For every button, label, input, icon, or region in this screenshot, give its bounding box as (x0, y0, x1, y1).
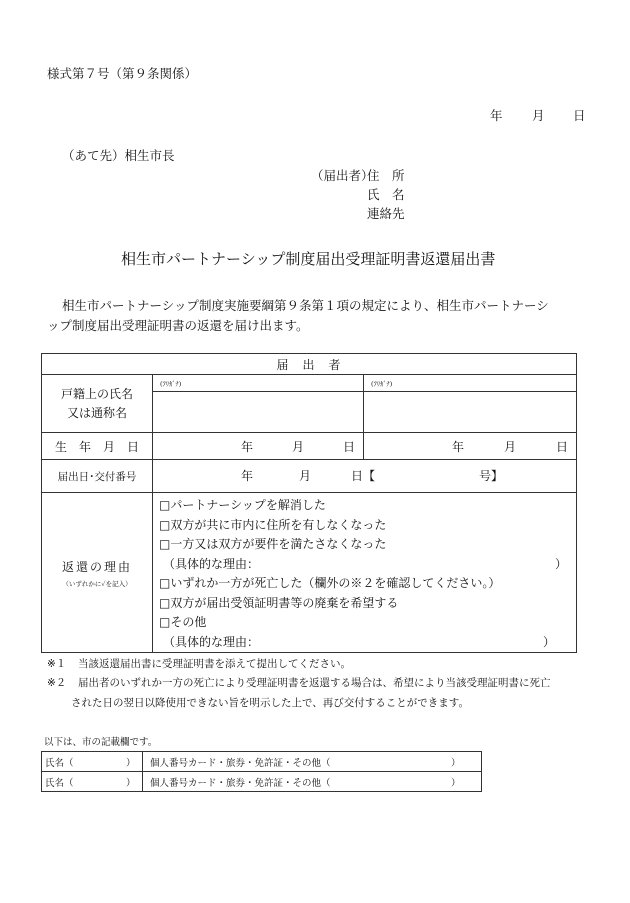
reason-moved-out[interactable]: □双方が共に市内に住所を有しなくなった (159, 517, 387, 532)
note-1-mark: ※１ (47, 658, 67, 670)
table-header: 届 出 者 (42, 354, 577, 375)
reason-detail-1[interactable] (153, 555, 576, 575)
day-label: 日 (556, 439, 569, 454)
applicant-name: 氏 名 (367, 187, 405, 202)
year-label: 年 (241, 439, 254, 454)
name-label-line1: 戸籍上の氏名 (60, 386, 133, 401)
name-label-line2: 又は通称名 (66, 405, 127, 420)
reason-requirements[interactable]: □一方又は双方が要件を満たさなくなった (159, 537, 387, 551)
day-label: 日 (342, 439, 355, 454)
name-prefix: 氏名（ (45, 778, 74, 789)
notification-table (41, 353, 577, 653)
date-day: 日 (573, 108, 586, 123)
name-close: ） (126, 758, 136, 769)
intro-line-1: 相生市パートナーシップ制度実施要綱第９条第１項の規定により、相生市パートナーシ (62, 298, 549, 313)
id-close: ） (451, 778, 461, 789)
name-field-1[interactable] (153, 392, 364, 433)
city-use-table (41, 751, 482, 792)
city-name-field-2[interactable] (42, 772, 143, 792)
furigana-label: (ﾌﾘｶﾞﾅ) (160, 379, 182, 388)
city-name-field-1[interactable] (42, 752, 143, 772)
close-paren: ） (555, 556, 568, 571)
intro-line-2: ップ制度届出受理証明書の返還を届け出ます。 (47, 318, 309, 333)
birth-field-2[interactable] (364, 433, 577, 460)
name-field-2[interactable] (364, 392, 577, 433)
city-section-heading: 以下は、市の記載欄です。 (44, 737, 158, 748)
furigana-field-2[interactable] (364, 375, 577, 392)
month-label: 月 (504, 439, 517, 454)
city-id-field-1[interactable] (143, 752, 482, 772)
cert-number-suffix: 号】 (479, 469, 504, 483)
furigana-field-1[interactable] (153, 375, 364, 392)
reason-detail-label: （具体的な理由： (163, 634, 260, 649)
birth-label: 生 年 月 日 (42, 433, 153, 460)
reason-options (153, 493, 577, 653)
applicant-contact: 連絡先 (367, 206, 405, 221)
month-label: 月 (291, 439, 304, 454)
reason-detail-label: （具体的な理由： (163, 556, 260, 571)
cert-field[interactable] (153, 460, 577, 493)
birth-field-1[interactable] (153, 433, 364, 460)
note-2-line2: された日の翌日以降使用できない旨を明示した上で、再び交付することができます。 (71, 697, 469, 709)
note-1: 当該返還届出書に受理証明書を添えて提出してください。 (78, 658, 351, 670)
page-title: 相生市パートナーシップ制度届出受理証明書返還届出書 (121, 250, 496, 268)
date-year: 年 (490, 108, 503, 123)
reason-other[interactable]: □その他 (159, 615, 207, 629)
id-type-label: 個人番号カード・旅券・免許証・その他（ (150, 758, 331, 769)
name-prefix: 氏名（ (45, 758, 74, 769)
id-type-label: 個人番号カード・旅券・免許証・その他（ (150, 778, 331, 789)
applicant-address: 住 所 (367, 168, 405, 183)
note-2-line1: 届出者のいずれか一方の死亡により受理証明書を返還する場合は、希望により当該受理証明書に死亡 (78, 677, 551, 689)
reason-discard[interactable]: □双方が届出受領証明書等の廃棄を希望する (159, 595, 399, 610)
applicant-label: （届出者） (311, 168, 374, 183)
reason-label-cell (42, 493, 153, 653)
cert-month: 月 (299, 469, 312, 483)
date-month: 月 (532, 108, 545, 123)
addressee: （あて先）相生市長 (62, 148, 175, 163)
id-close: ） (451, 758, 461, 769)
note-2-mark: ※２ (47, 677, 67, 689)
name-close: ） (126, 778, 136, 789)
reason-note: （いずれかに✓を記入） (62, 579, 132, 588)
cert-label: 届出日･交付番号 (42, 460, 153, 493)
form-number: 様式第７号（第９条関係） (47, 66, 198, 81)
reason-death[interactable]: □いずれか一方が死亡した（欄外の※２を確認してください。） (159, 576, 501, 590)
city-id-field-2[interactable] (143, 772, 482, 792)
furigana-label: (ﾌﾘｶﾞﾅ) (371, 379, 393, 388)
reason-label: 返還の理由 (61, 559, 132, 574)
cert-year: 年 (241, 469, 254, 483)
reason-detail-2[interactable] (153, 633, 576, 653)
name-label-cell (42, 375, 153, 433)
close-paren: ） (543, 634, 556, 649)
cert-bracket-open: 【 (363, 469, 376, 483)
reason-dissolved[interactable]: □パートナーシップを解消した (159, 498, 326, 512)
cert-day: 日 (351, 469, 364, 483)
year-label: 年 (452, 439, 465, 454)
